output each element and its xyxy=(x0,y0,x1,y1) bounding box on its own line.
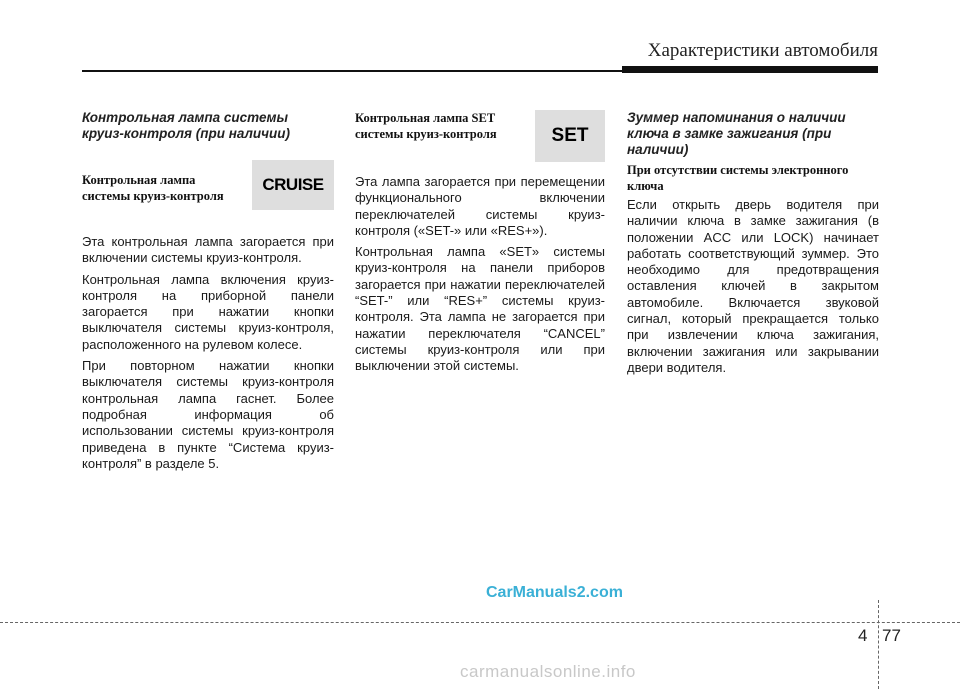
subtitle-cruise-line1: Контрольная лампа xyxy=(82,173,196,187)
paragraph: Если открыть дверь водителя при наличии ключа в замке зажигания (в положении ACC или LOCK) начинает работать соответствующий зуммер. Это необходимо для предотвращения оставления ключей в закрытом автомобиле. Включается звуковой сигнал, который прекращается только при извлечении ключа зажигания, включении зажигания или закрывании двери водителя. xyxy=(627,197,879,375)
paragraph: Контрольная лампа включения круиз-контроля на приборной панели загорается при нажатии кнопки выключателя системы круиз-контроля, расположенного на рулевом колесе. xyxy=(82,271,334,352)
paragraph: Эта контрольная лампа загорается при включении системы круиз-контроля. xyxy=(82,234,334,266)
paragraph: Эта лампа загорается при перемещении функционального включении переключателей системы круиз-контроля («SET-» или «RES+»). xyxy=(355,174,605,238)
section-title-key-reminder: Зуммер напоминания о наличии ключа в замке зажигания (при наличии) xyxy=(627,110,846,157)
subtitle-key-reminder: При отсутствии системы электронного ключа xyxy=(627,163,849,193)
cruise-indicator-icon: CRUISE xyxy=(252,160,334,210)
paragraph: При повторном нажатии кнопки выключателя системы круиз-контроля контрольная лампа гаснет. Более подробная информация об использовании системы круиз-контроля приведена в пункте “Система круиз-контроля” в разделе 5. xyxy=(82,358,334,471)
column-key-reminder xyxy=(627,110,879,381)
subtitle-cruise-line2: системы круиз-контроля xyxy=(82,189,224,203)
subtitle-set-line1: Контрольная лампа SET xyxy=(355,111,496,125)
page-number: 77 xyxy=(882,626,901,645)
footer-divider xyxy=(0,622,960,623)
footer-vertical-divider xyxy=(878,600,879,689)
subtitle-set-line2: системы круиз-контроля xyxy=(355,127,497,141)
watermark-link[interactable]: CarManuals2.com xyxy=(486,584,623,601)
set-indicator-icon: SET xyxy=(535,110,605,162)
chapter-number: 4 xyxy=(858,626,868,645)
section-title-cruise: Контрольная лампа системы круиз-контроля (при наличии) xyxy=(82,110,291,141)
paragraph: Контрольная лампа «SET» системы круиз-контроля на панели приборов загорается при нажатии переключателей “SET-” или “RES+” системы круиз-контроля. Эта лампа не загорается при нажатии переключателя “CANCEL” системы круиз-контроля или при выключении этой системы. xyxy=(355,244,605,374)
page-header-title: Характеристики автомобиля xyxy=(647,40,878,61)
header-rule xyxy=(82,70,878,72)
bottom-watermark: carmanualsonline.info xyxy=(460,662,636,681)
